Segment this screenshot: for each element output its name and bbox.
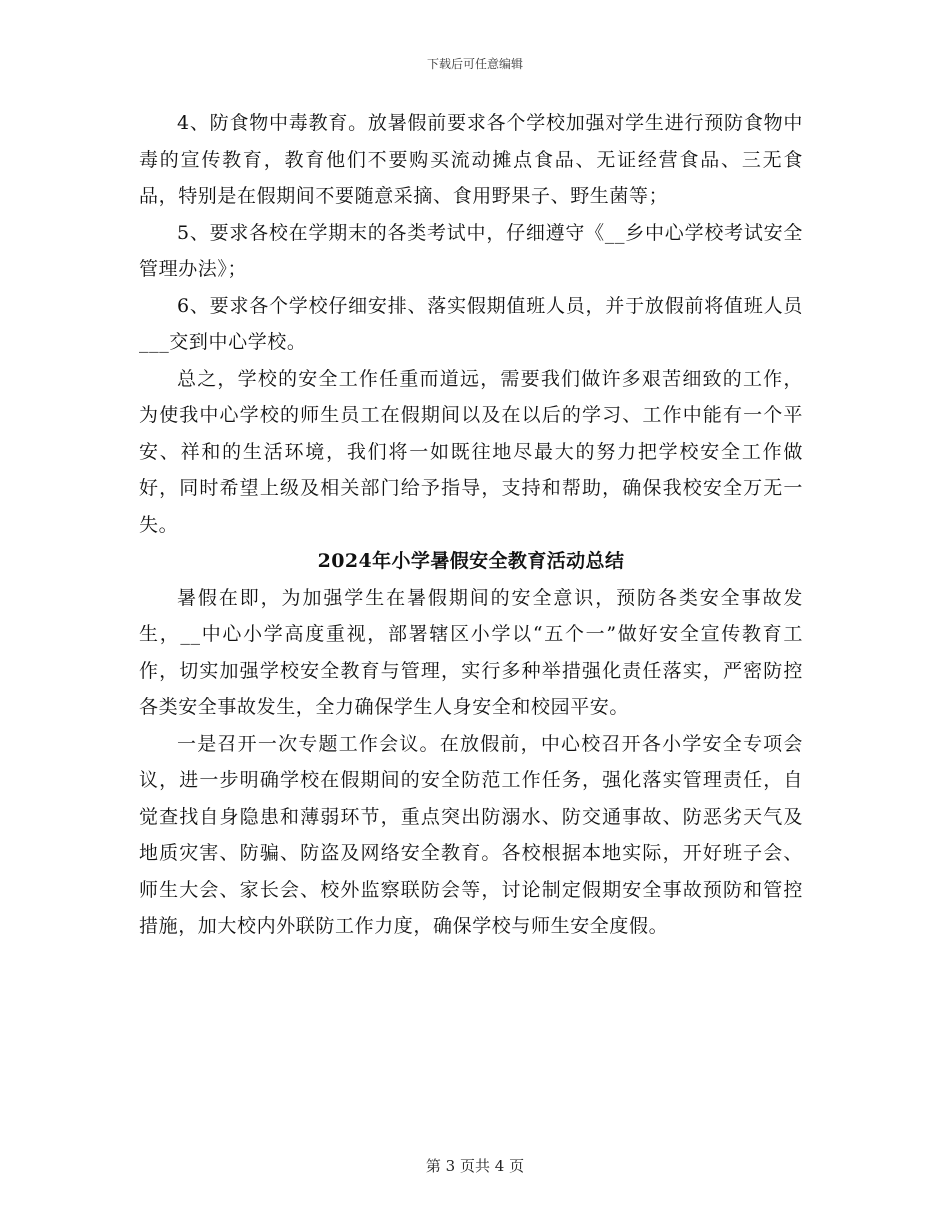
paragraph-exam-safety: 5、要求各校在学期末的各类考试中，仔细遵守《__乡中心学校考试安全管理办法》； — [139, 221, 803, 280]
page-number: 第 3 页共 4 页 — [425, 1157, 525, 1175]
paragraph-conclusion: 总之，学校的安全工作任重而道远，需要我们做许多艰苦细致的工作，为使我中心学校的师生员工在假期间以及在以后的学习、工作中能有一个平安、祥和的生活环境，我们将一如既往地尽最大的努力把学校安全工作做好，同时希望上级及相关部门给予指导，支持和帮助，确保我校安全万无一失。 — [139, 367, 803, 536]
paragraph-duty-staff: 6、要求各个学校仔细安排、落实假期值班人员，并于放假前将值班人员___交到中心学校。 — [139, 294, 803, 353]
paragraph-food-poisoning: 4、防食物中毒教育。放暑假前要求各个学校加强对学生进行预防食物中毒的宣传教育，教育他们不要购买流动摊点食品、无证经营食品、三无食品，特别是在假期间不要随意采摘、食用野果子、野生菌等； — [139, 112, 803, 207]
paragraph-meeting: 一是召开一次专题工作会议。在放假前，中心校召开各小学安全专项会议，进一步明确学校在假期间的安全防范工作任务，强化落实管理责任，自觉查找自身隐患和薄弱环节，重点突出防溺水、防交通事故、防恶劣天气及地质灾害、防骗、防盗及网络安全教育。各校根据本地实际，开好班子会、师生大会、家长会、校外监察联防会等，讨论制定假期安全事故预防和管控措施，加大校内外联防工作力度，确保学校与师生安全度假。 — [139, 732, 803, 937]
page-header-note: 下载后可任意编辑 — [426, 57, 523, 71]
section-title: 2024年小学暑假安全教育活动总结 — [317, 550, 625, 572]
paragraph-intro: 暑假在即，为加强学生在暑假期间的安全意识，预防各类安全事故发生，__中心小学高度重视，部署辖区小学以“五个一”做好安全宣传教育工作，切实加强学校安全教育与管理，实行多种举措强化责任落实，严密防控各类安全事故发生，全力确保学生人身安全和校园平安。 — [139, 586, 803, 718]
document-body — [139, 105, 803, 945]
